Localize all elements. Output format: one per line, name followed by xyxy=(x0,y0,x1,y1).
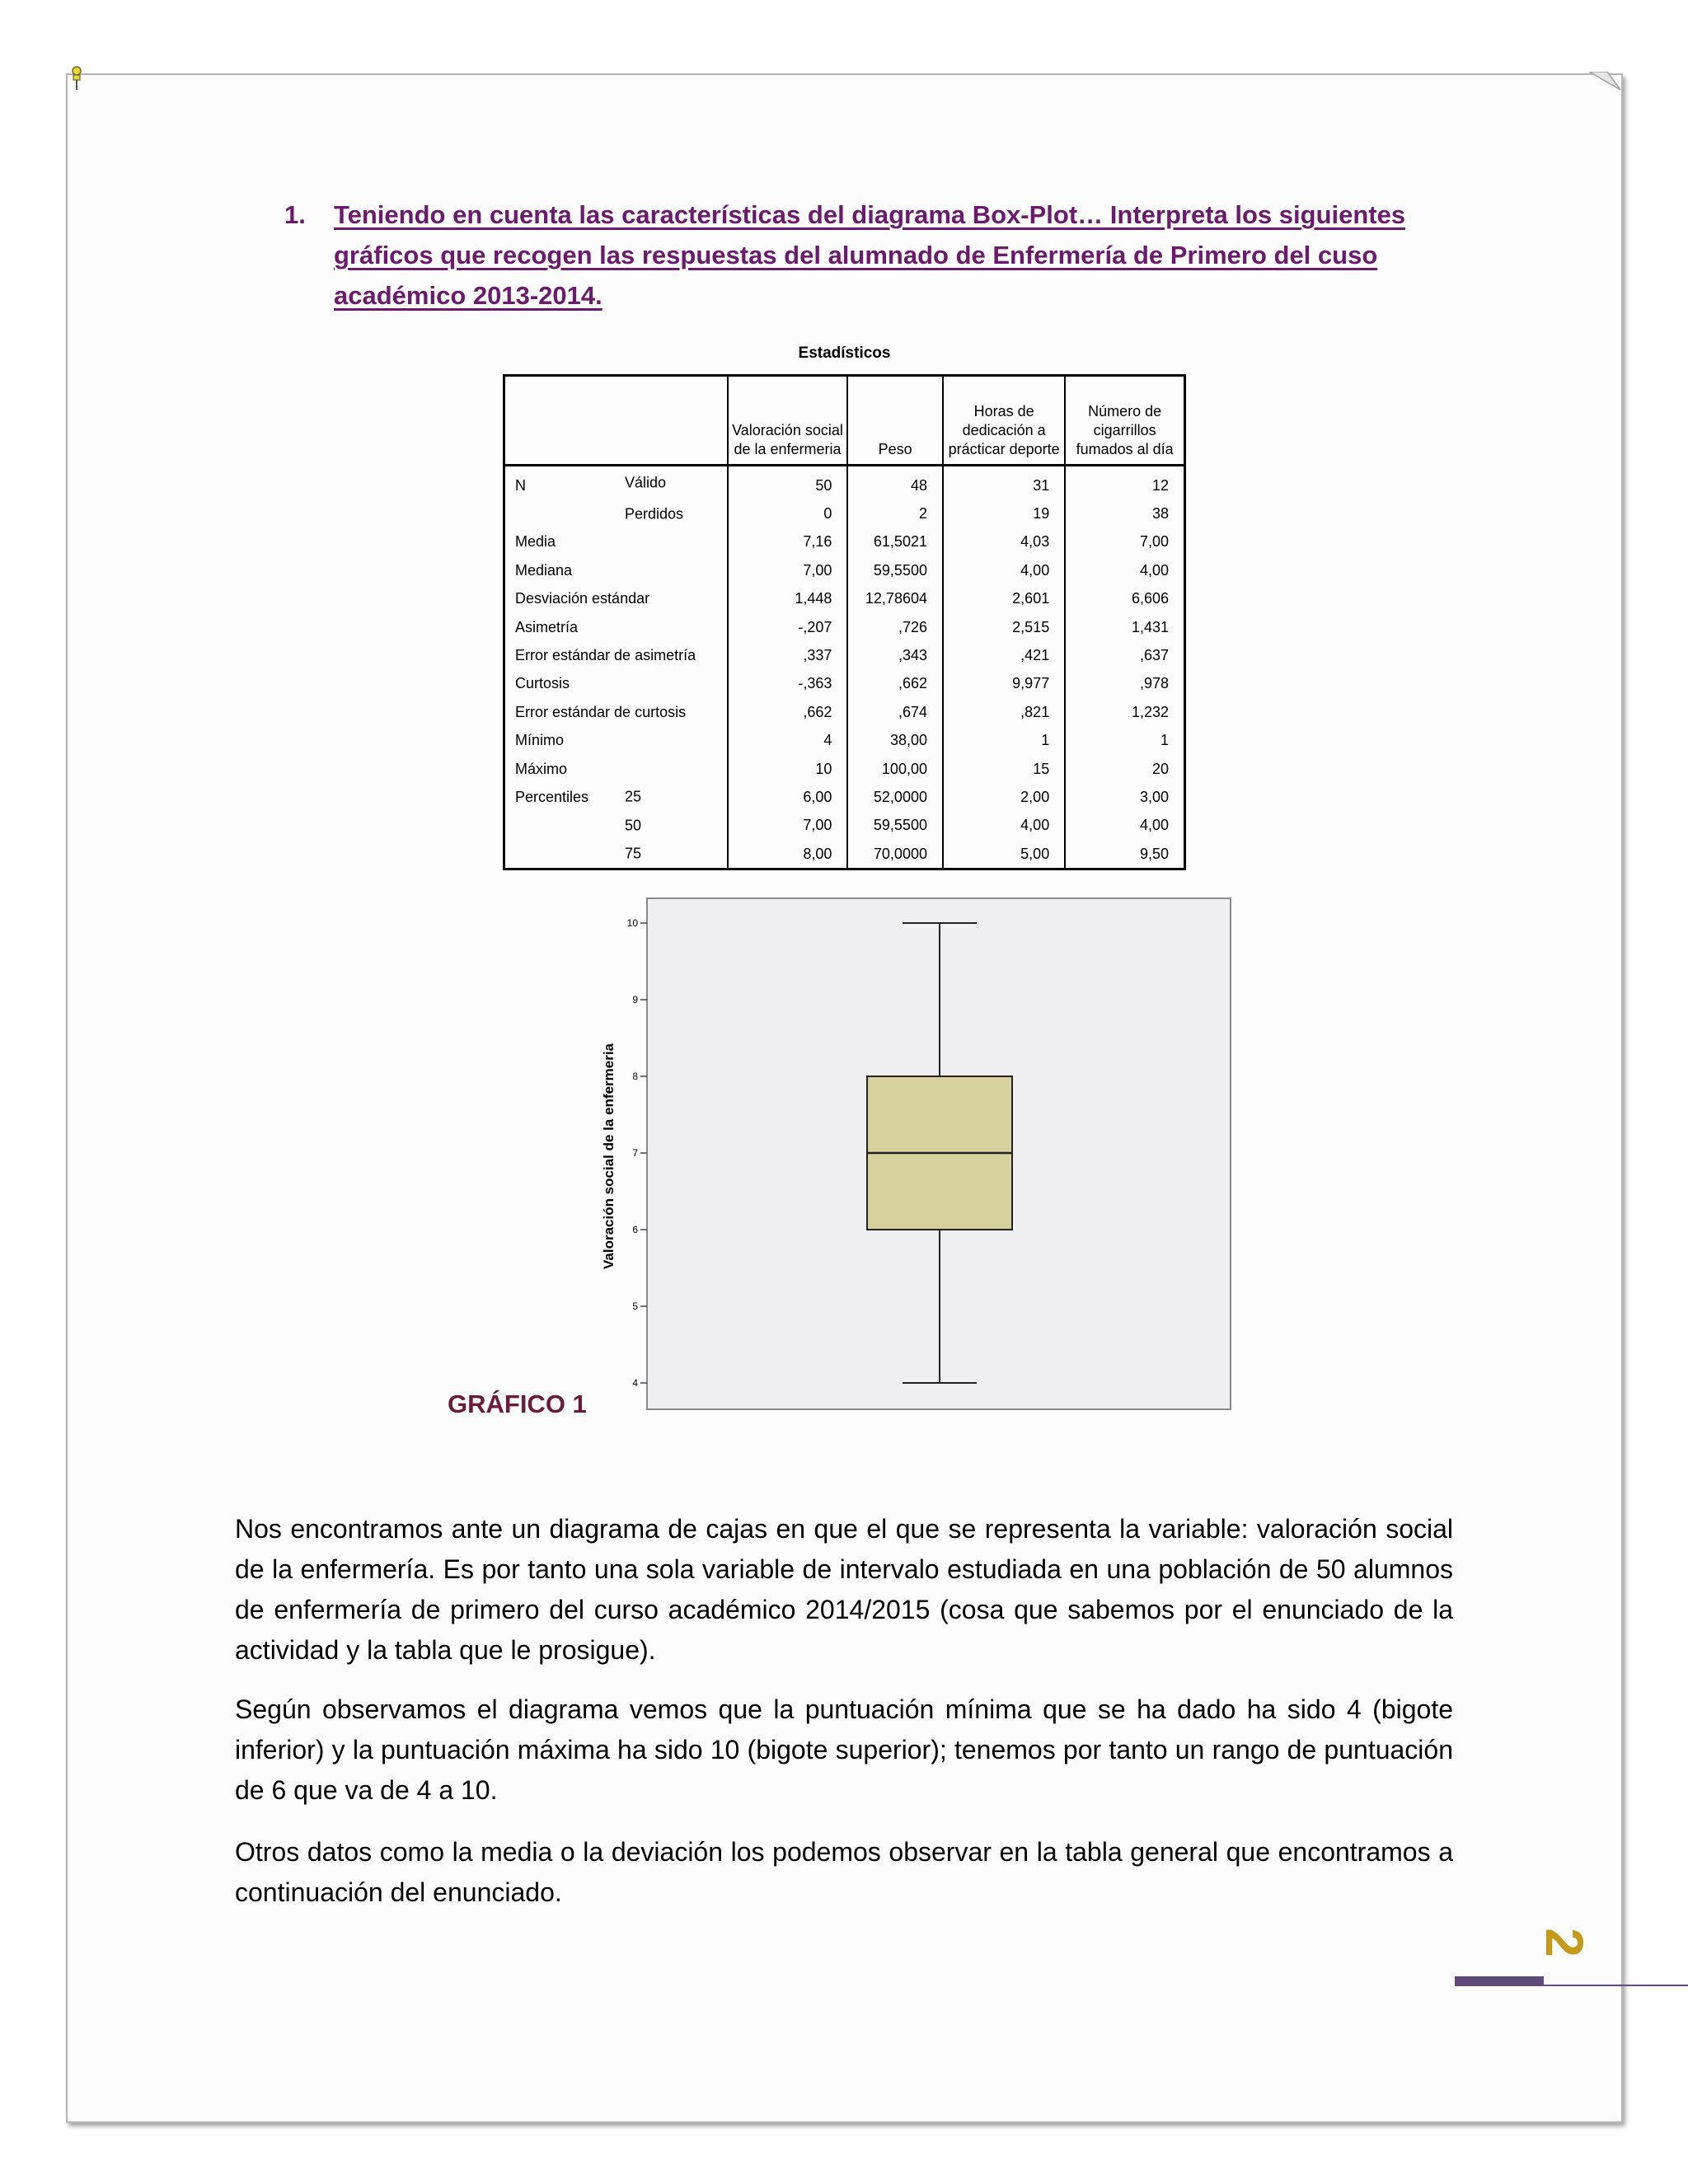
table-cell: 4,00 xyxy=(943,812,1065,840)
row-label xyxy=(504,585,728,613)
table-row xyxy=(504,613,1185,641)
row-label-sub: Perdidos xyxy=(625,505,684,523)
table-cell: 20 xyxy=(1065,755,1184,783)
table-cell: 52,0000 xyxy=(847,783,943,811)
table-cell: 15 xyxy=(943,755,1065,783)
question-number: 1. xyxy=(284,200,306,229)
page-number: 2 xyxy=(1534,1928,1594,1957)
y-tick-label: 10 xyxy=(626,917,638,929)
table-row xyxy=(504,528,1185,556)
y-tick-label: 9 xyxy=(632,994,638,1005)
row-label xyxy=(504,528,728,556)
row-label-sub: 50 xyxy=(625,817,642,834)
table-cell: 0 xyxy=(728,499,848,527)
paragraph-2: Según observamos el diagrama vemos que la puntuación mínima que se ha dado ha sido 4 (bigote inferior) y la puntuación máxima ha sido 10 (bigote superior); tenemos por tanto un rango de puntuación de 6 que va de 4 a 10. xyxy=(235,1694,1453,1805)
table-cell: 4,00 xyxy=(943,556,1065,584)
row-label-sub: 25 xyxy=(625,788,642,805)
table-cell: 7,00 xyxy=(1065,528,1184,556)
table-cell: 6,606 xyxy=(1065,585,1184,613)
row-label xyxy=(504,641,728,669)
table-row xyxy=(504,466,1185,500)
table-cell: 38,00 xyxy=(847,727,943,755)
table-cell: 12,78604 xyxy=(847,585,943,613)
table-cell: 10 xyxy=(728,755,848,783)
y-tick-label: 6 xyxy=(632,1224,638,1235)
stats-table-title: Estadísticos xyxy=(798,344,891,362)
table-row xyxy=(504,698,1185,726)
table-cell: 2,515 xyxy=(943,613,1065,641)
table-cell: 4,00 xyxy=(1065,556,1184,584)
row-label-main: Media xyxy=(515,533,556,551)
statistics-table-body xyxy=(504,466,1185,869)
table-cell: 3,00 xyxy=(1065,783,1184,811)
table-corner-cell xyxy=(504,376,728,466)
table-cell: 1 xyxy=(1065,727,1184,755)
row-label xyxy=(504,840,728,869)
row-label-main: Curtosis xyxy=(515,675,570,692)
table-cell: 5,00 xyxy=(943,840,1065,869)
table-cell: 1,448 xyxy=(728,585,848,613)
table-cell: 7,00 xyxy=(728,812,848,840)
paragraph-3: Otros datos como la media o la deviación los podemos observar en la tabla general que encontramos a continuación del enunciado. xyxy=(235,1837,1453,1907)
row-label-main: N xyxy=(515,476,526,494)
table-row xyxy=(504,840,1185,869)
table-row xyxy=(504,783,1185,811)
y-tick-label: 5 xyxy=(632,1301,638,1312)
table-cell: 7,16 xyxy=(728,528,848,556)
row-label-main: Mínimo xyxy=(515,732,565,749)
table-cell: 9,50 xyxy=(1065,840,1184,869)
table-cell: 61,5021 xyxy=(847,528,943,556)
row-label xyxy=(504,670,728,698)
table-cell: 12 xyxy=(1065,466,1184,500)
table-row xyxy=(504,670,1185,698)
table-cell: -,363 xyxy=(728,670,848,698)
table-cell: ,821 xyxy=(943,698,1065,726)
statistics-table xyxy=(503,374,1186,870)
row-label-main: Asimetría xyxy=(515,618,579,635)
row-label xyxy=(504,556,728,584)
table-cell: ,978 xyxy=(1065,670,1184,698)
table-cell: 2 xyxy=(847,499,943,527)
table-cell: -,207 xyxy=(728,613,848,641)
row-label xyxy=(504,698,728,726)
table-row xyxy=(504,755,1185,783)
boxplot-chart xyxy=(577,890,1236,1418)
table-cell: 4 xyxy=(728,727,848,755)
table-cell: 100,00 xyxy=(847,755,943,783)
table-cell: 4,03 xyxy=(943,528,1065,556)
table-cell: 48 xyxy=(847,466,943,500)
table-cell: ,662 xyxy=(728,698,848,726)
row-label xyxy=(504,466,728,500)
row-label-sub: 75 xyxy=(625,845,642,862)
table-cell: 59,5500 xyxy=(847,556,943,584)
column-header: Valoración social de la enfermeria xyxy=(728,376,848,466)
table-cell: ,726 xyxy=(847,613,943,641)
table-cell: 38 xyxy=(1065,499,1184,527)
table-cell: 70,0000 xyxy=(847,840,943,869)
footer-bar xyxy=(1455,1976,1544,1986)
table-cell: ,343 xyxy=(847,641,943,669)
row-label xyxy=(504,613,728,641)
row-label xyxy=(504,499,728,527)
row-label-main: Mediana xyxy=(515,561,573,579)
column-header: Número de cigarrillos fumados al día xyxy=(1065,376,1184,466)
table-cell: 7,00 xyxy=(728,556,848,584)
y-axis-label: Valoración social de la enfermeria xyxy=(601,1043,617,1270)
boxplot-svg xyxy=(577,890,1236,1418)
row-label xyxy=(504,727,728,755)
table-cell: 50 xyxy=(728,466,848,500)
table-row xyxy=(504,727,1185,755)
column-header: Horas de dedicación a prácticar deporte xyxy=(943,376,1065,466)
y-tick-label: 4 xyxy=(632,1377,638,1389)
row-label-main: Error estándar de curtosis xyxy=(515,703,687,720)
table-cell: 8,00 xyxy=(728,840,848,869)
row-label-main: Desviación estándar xyxy=(515,590,650,607)
table-cell: 59,5500 xyxy=(847,812,943,840)
table-cell: 31 xyxy=(943,466,1065,500)
question-text: Teniendo en cuenta las características del diagrama Box-Plot… Interpreta los siguientes gráficos que recogen las respuestas del alumnado de Enfermería de Primero del cuso académico 2013-2014. xyxy=(334,200,1406,310)
table-row xyxy=(504,641,1185,669)
table-row xyxy=(504,812,1185,840)
table-cell: 9,977 xyxy=(943,670,1065,698)
pushpin-icon xyxy=(69,66,84,91)
y-tick-label: 8 xyxy=(632,1071,638,1082)
table-cell: 19 xyxy=(943,499,1065,527)
table-cell: 4,00 xyxy=(1065,812,1184,840)
table-cell: 6,00 xyxy=(728,783,848,811)
row-label xyxy=(504,755,728,783)
table-cell: ,337 xyxy=(728,641,848,669)
row-label-main: Percentiles xyxy=(515,788,589,805)
table-row xyxy=(504,585,1185,613)
table-cell: ,421 xyxy=(943,641,1065,669)
table-cell: ,674 xyxy=(847,698,943,726)
table-cell: ,637 xyxy=(1065,641,1184,669)
chart-caption: GRÁFICO 1 xyxy=(448,1390,587,1418)
paragraph-1: Nos encontramos ante un diagrama de cajas en que el que se representa la variable: valoración social de la enfermería. Es por tanto una sola variable de intervalo estudiada en una población de 50 alumnos de enfermería de primero del curso académico 2014/2015 (cosa que sabemos por el enunciado de la actividad y la tabla que le prosigue). xyxy=(235,1514,1453,1665)
page-fold-icon xyxy=(1589,72,1622,96)
table-cell: 1 xyxy=(943,727,1065,755)
row-label-main: Error estándar de asimetría xyxy=(515,647,696,664)
table-row xyxy=(504,556,1185,584)
table-cell: 1,232 xyxy=(1065,698,1184,726)
table-cell: 2,601 xyxy=(943,585,1065,613)
row-label-main: Máximo xyxy=(515,760,568,777)
row-label xyxy=(504,812,728,840)
footer-line xyxy=(1544,1985,1688,1986)
row-label-sub: Válido xyxy=(625,474,667,491)
table-cell: 2,00 xyxy=(943,783,1065,811)
y-tick-label: 7 xyxy=(632,1147,638,1159)
table-cell: ,662 xyxy=(847,670,943,698)
row-label xyxy=(504,783,728,811)
table-row xyxy=(504,499,1185,527)
column-header: Peso xyxy=(847,376,943,466)
table-cell: 1,431 xyxy=(1065,613,1184,641)
